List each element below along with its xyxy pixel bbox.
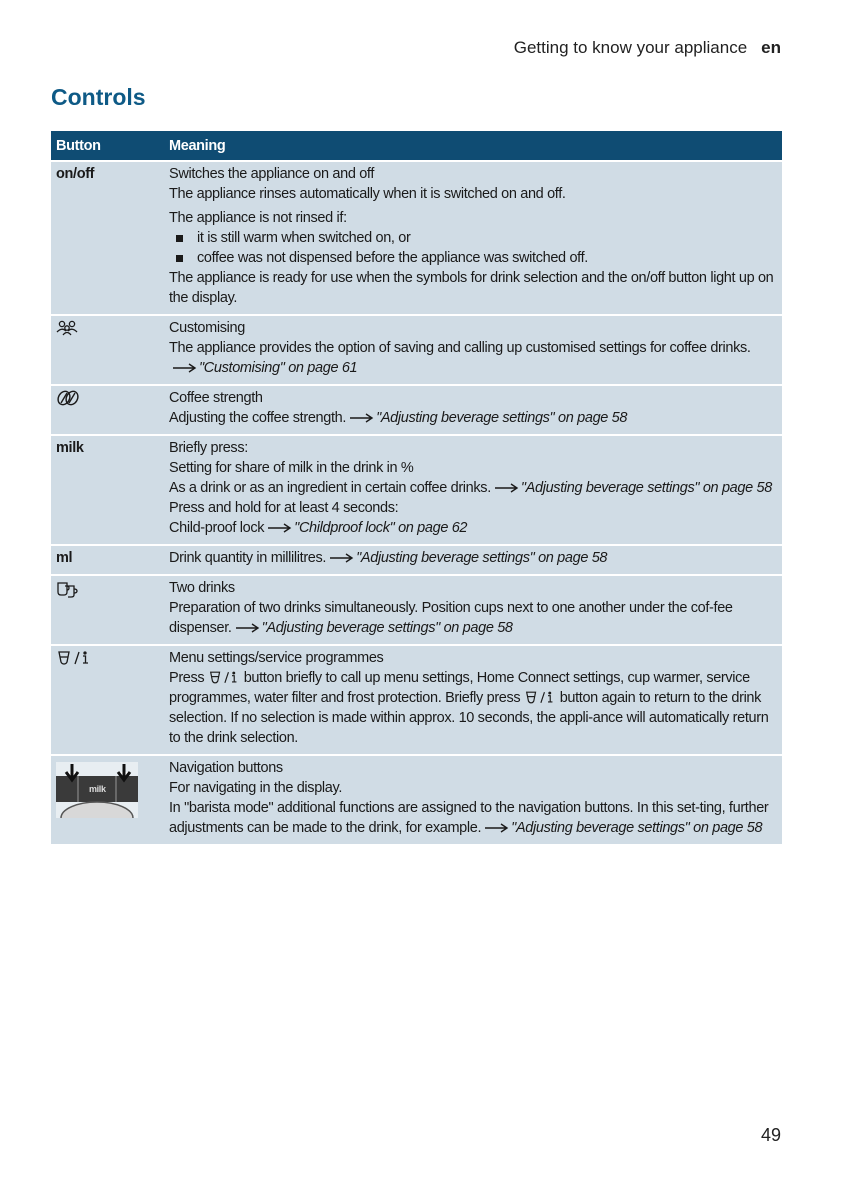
menu-settings-icon — [524, 690, 556, 706]
table-header — [51, 131, 782, 160]
header-meaning: Meaning — [169, 137, 226, 154]
onoff-bullet-1: it is still warm when switched on, or — [197, 230, 411, 246]
button-label-milk: milk — [56, 440, 84, 456]
menu-title: Menu settings/service programmes — [169, 650, 384, 666]
table-row-strength — [51, 384, 782, 434]
table-row-navigation — [51, 754, 782, 844]
two-drinks-reference: "Adjusting beverage settings" on page 58 — [261, 620, 513, 636]
customising-text — [169, 338, 774, 378]
customising-title: Customising — [169, 320, 245, 336]
two-drinks-text — [169, 598, 774, 638]
arrow-right-icon — [173, 363, 197, 373]
meaning-customising — [169, 318, 782, 378]
page-number: 49 — [760, 1125, 781, 1145]
milk-reference-2: "Childproof lock" on page 62 — [294, 520, 468, 536]
arrow-right-icon — [485, 823, 509, 833]
controls-table — [51, 131, 782, 844]
two-cups-icon — [51, 578, 169, 638]
arrow-right-icon — [495, 483, 519, 493]
menu-text-1: Press — [169, 670, 205, 686]
strength-text-body: Adjusting the coffee strength. — [169, 410, 347, 426]
milk-line-4: Press and hold for at least 4 seconds: — [169, 500, 399, 516]
navigation-buttons-icon — [56, 762, 138, 818]
two-drinks-title: Two drinks — [169, 580, 235, 596]
onoff-line-2: The appliance rinses automatically when it is switched on and off. — [169, 186, 566, 202]
menu-text — [169, 668, 774, 748]
customising-reference: "Customising" on page 61 — [199, 360, 358, 376]
strength-reference: "Adjusting beverage settings" on page 58 — [376, 410, 628, 426]
milk-reference-1: "Adjusting beverage settings" on page 58 — [520, 480, 772, 496]
meaning-menu — [169, 648, 782, 748]
navigation-line-2 — [169, 798, 774, 838]
table-row-milk — [51, 434, 782, 544]
customising-text-body: The appliance provides the option of saving and calling up customised settings for coffee drinks. — [169, 340, 751, 356]
customising-icon — [51, 318, 169, 378]
milk-line-5-body: Child-proof lock — [169, 520, 265, 536]
list-item — [169, 248, 774, 268]
page-title: Controls — [51, 84, 146, 110]
table-row-menu — [51, 644, 782, 754]
coffee-strength-icon — [51, 388, 169, 428]
meaning-navigation — [169, 758, 782, 838]
table-row-ml — [51, 544, 782, 574]
arrow-right-icon — [330, 553, 354, 563]
ml-reference: "Adjusting beverage settings" on page 58 — [356, 550, 608, 566]
table-row-customising — [51, 314, 782, 384]
strength-title: Coffee strength — [169, 390, 263, 406]
onoff-line-4: The appliance is ready for use when the symbols for drink selection and the on/off button light up on the display. — [169, 270, 774, 306]
two-drinks-text-body: Preparation of two drinks simultaneously. Position cups next to one another under the cof-fee dispenser. — [169, 600, 733, 636]
page-header — [514, 38, 781, 58]
onoff-bullet-2: coffee was not dispensed before the appliance was switched off. — [197, 250, 588, 266]
navigation-buttons-image — [51, 758, 169, 838]
navigation-image-milk-text: milk — [89, 784, 106, 794]
meaning-two-drinks — [169, 578, 782, 638]
meaning-onoff — [169, 164, 782, 308]
table-row-onoff — [51, 160, 782, 314]
onoff-line-3: The appliance is not rinsed if: — [169, 210, 347, 226]
language-code: en — [761, 38, 781, 57]
ml-text-body: Drink quantity in millilitres. — [169, 550, 327, 566]
strength-text — [169, 408, 774, 428]
button-label-ml: ml — [56, 550, 73, 566]
button-label-onoff: on/off — [56, 166, 95, 182]
milk-line-2: Setting for share of milk in the drink in % — [169, 460, 414, 476]
milk-line-5 — [169, 518, 774, 538]
menu-text-3: button again to return to the drink selection. If no selection is made within approx. 10 seconds, the appli-ance will automatically return to the drink selection. — [169, 690, 769, 746]
menu-text-2: button briefly to call up menu settings, Home Connect settings, cup warmer, service programmes, water filter and frost protection. Briefly press — [169, 670, 750, 706]
navigation-title: Navigation buttons — [169, 760, 283, 776]
arrow-right-icon — [350, 413, 374, 423]
meaning-milk — [169, 438, 782, 538]
milk-line-1: Briefly press: — [169, 440, 248, 456]
meaning-ml — [169, 548, 782, 568]
meaning-strength — [169, 388, 782, 428]
bullet-icon — [176, 235, 183, 242]
table-row-two-drinks — [51, 574, 782, 644]
arrow-right-icon — [268, 523, 292, 533]
milk-line-3 — [169, 478, 774, 498]
section-title: Getting to know your appliance — [513, 38, 748, 57]
milk-line-3-body: As a drink or as an ingredient in certain coffee drinks. — [169, 480, 491, 496]
onoff-line-1: Switches the appliance on and off — [169, 166, 375, 182]
ml-text — [169, 548, 774, 568]
bullet-icon — [176, 255, 183, 262]
header-button: Button — [56, 137, 101, 154]
menu-settings-icon — [208, 670, 240, 686]
navigation-reference: "Adjusting beverage settings" on page 58 — [511, 820, 763, 836]
list-item — [169, 228, 774, 248]
navigation-line-2-body: In "barista mode" additional functions are assigned to the navigation buttons. In this set-ting, further adjustments can be made to the drink, for example. — [169, 800, 769, 836]
arrow-right-icon — [236, 623, 260, 633]
navigation-line-1: For navigating in the display. — [169, 780, 343, 796]
menu-settings-icon — [51, 648, 169, 748]
